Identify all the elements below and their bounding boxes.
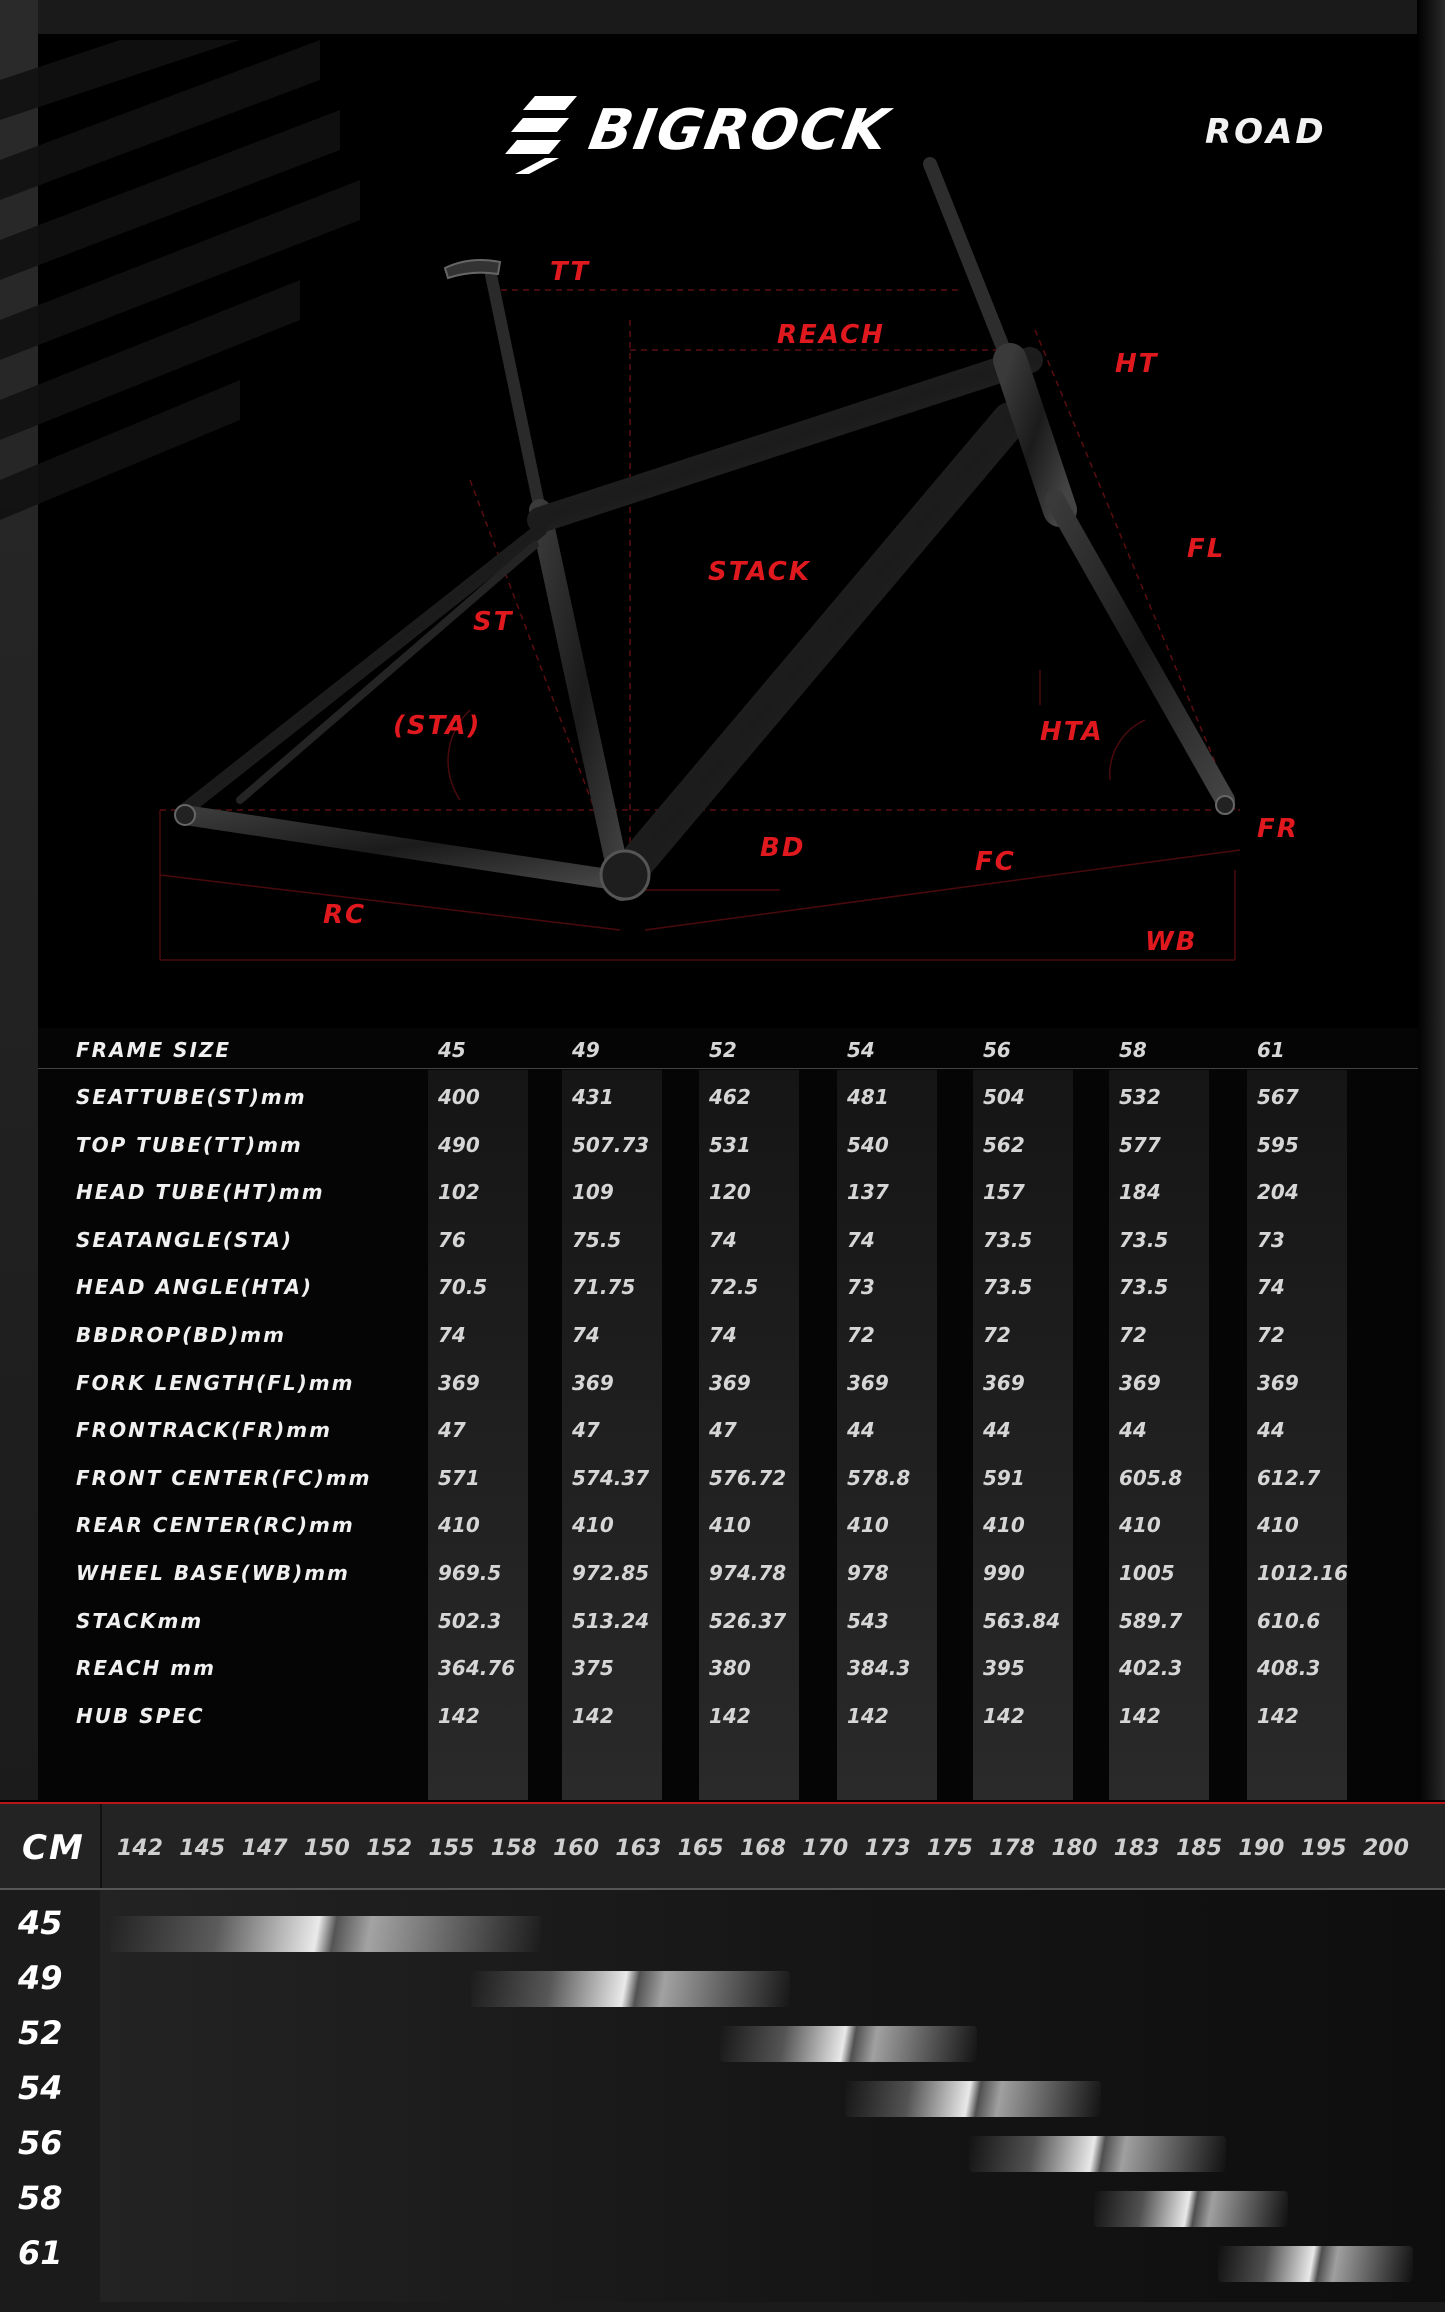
table-cell: 369 xyxy=(709,1370,751,1395)
table-cell: 73 xyxy=(1257,1227,1285,1252)
table-cell: 369 xyxy=(438,1370,480,1395)
height-tick: 160 xyxy=(553,1836,600,1861)
label-fl: FL xyxy=(1187,534,1226,564)
table-cell: 610.6 xyxy=(1257,1608,1321,1633)
table-cell: 72.5 xyxy=(709,1275,759,1300)
brand-name: BIGROCK xyxy=(584,98,895,163)
table-cell: 410 xyxy=(1257,1513,1299,1538)
table-cell: 507.73 xyxy=(572,1132,650,1157)
table-row xyxy=(38,1218,1418,1265)
table-cell: 364.76 xyxy=(438,1656,516,1681)
table-cell: 481 xyxy=(847,1085,889,1109)
table-cell: 72 xyxy=(847,1323,875,1347)
table-cell: 72 xyxy=(1257,1323,1285,1347)
table-cell: 562 xyxy=(983,1132,1025,1157)
height-tick: 178 xyxy=(989,1836,1036,1861)
table-cell: 969.5 xyxy=(438,1561,502,1585)
top-strip xyxy=(0,0,1445,34)
table-row xyxy=(38,1456,1418,1503)
height-tick: 158 xyxy=(490,1836,537,1861)
label-rc: RC xyxy=(323,900,367,930)
table-cell: 591 xyxy=(983,1465,1025,1490)
row-label: WHEEL BASE(WB)mm xyxy=(76,1561,350,1585)
table-cell: 109 xyxy=(572,1180,614,1205)
category-label: ROAD xyxy=(1205,112,1327,152)
size-label: 58 xyxy=(18,2179,63,2217)
table-cell: 369 xyxy=(1257,1370,1299,1395)
row-label: SEATANGLE(STA) xyxy=(76,1227,294,1252)
label-stack: STACK xyxy=(708,557,811,587)
table-cell: 576.72 xyxy=(709,1465,787,1490)
table-cell: 543 xyxy=(847,1608,889,1633)
table-row xyxy=(38,1361,1418,1408)
rear-dropout xyxy=(175,805,195,825)
table-cell: 47 xyxy=(572,1418,600,1443)
frame-size-label: FRAME SIZE xyxy=(76,1038,232,1062)
table-cell: 72 xyxy=(983,1323,1011,1347)
height-tick: 190 xyxy=(1238,1836,1285,1861)
table-cell: 978 xyxy=(847,1561,889,1585)
table-header-row xyxy=(38,1028,1418,1075)
size-row xyxy=(0,2008,1445,2063)
size-header: 56 xyxy=(983,1038,1011,1062)
label-st: ST xyxy=(473,607,514,637)
height-tick: 142 xyxy=(117,1836,163,1861)
table-cell: 540 xyxy=(847,1132,889,1157)
row-label: FRONTRACK(FR)mm xyxy=(76,1418,332,1443)
size-header: 52 xyxy=(709,1038,737,1062)
table-cell: 410 xyxy=(572,1513,614,1538)
table-cell: 577 xyxy=(1119,1132,1161,1157)
size-label: 56 xyxy=(18,2124,63,2162)
table-cell: 76 xyxy=(438,1227,466,1252)
geometry-table xyxy=(38,1028,1418,1800)
height-tick: 180 xyxy=(1051,1836,1098,1861)
table-cell: 974.78 xyxy=(709,1561,787,1585)
height-tick: 183 xyxy=(1113,1836,1160,1861)
bottom-bracket xyxy=(601,851,649,899)
table-cell: 380 xyxy=(709,1656,751,1681)
table-cell: 74 xyxy=(1257,1275,1285,1300)
size-range-bar xyxy=(720,2026,977,2062)
height-scale-header xyxy=(0,1804,1445,1888)
size-label: 52 xyxy=(18,2014,63,2052)
table-cell: 490 xyxy=(438,1132,480,1157)
table-cell: 410 xyxy=(709,1513,751,1538)
table-cell: 74 xyxy=(709,1323,737,1347)
height-tick: 147 xyxy=(241,1836,288,1861)
table-cell: 384.3 xyxy=(847,1656,911,1681)
height-tick: 163 xyxy=(615,1836,662,1861)
table-cell: 142 xyxy=(572,1703,614,1728)
row-label: FORK LENGTH(FL)mm xyxy=(76,1370,355,1395)
label-reach: REACH xyxy=(777,320,885,350)
table-cell: 531 xyxy=(709,1132,751,1157)
table-cell: 184 xyxy=(1119,1180,1161,1205)
table-cell: 47 xyxy=(438,1418,466,1443)
size-row xyxy=(0,2228,1445,2283)
table-cell: 73.5 xyxy=(1119,1275,1169,1300)
table-cell: 44 xyxy=(1257,1418,1285,1443)
unit-label: CM xyxy=(22,1828,85,1868)
table-cell: 369 xyxy=(1119,1370,1161,1395)
table-cell: 595 xyxy=(1257,1132,1299,1157)
table-row xyxy=(38,1123,1418,1170)
table-cell: 605.8 xyxy=(1119,1465,1183,1490)
row-label: HEAD ANGLE(HTA) xyxy=(76,1275,314,1300)
table-cell: 142 xyxy=(709,1703,751,1728)
table-cell: 563.84 xyxy=(983,1608,1061,1633)
table-cell: 526.37 xyxy=(709,1608,787,1633)
table-cell: 1012.16 xyxy=(1257,1561,1349,1585)
size-label: 45 xyxy=(18,1904,63,1942)
table-cell: 410 xyxy=(847,1513,889,1538)
table-cell: 574.37 xyxy=(572,1465,650,1490)
size-range-bar xyxy=(471,1971,790,2007)
size-header: 58 xyxy=(1119,1038,1147,1062)
table-cell: 578.8 xyxy=(847,1465,911,1490)
table-row xyxy=(38,1265,1418,1312)
table-cell: 142 xyxy=(983,1703,1025,1728)
label-sta: (STA) xyxy=(393,711,482,741)
table-cell: 74 xyxy=(572,1323,600,1347)
table-cell: 137 xyxy=(847,1180,889,1205)
size-range-bar xyxy=(969,2136,1226,2172)
table-cell: 504 xyxy=(983,1085,1025,1109)
row-label: HEAD TUBE(HT)mm xyxy=(76,1180,325,1205)
size-header: 61 xyxy=(1257,1038,1285,1062)
height-tick: 173 xyxy=(864,1836,911,1861)
table-cell: 72 xyxy=(1119,1323,1147,1347)
size-label: 54 xyxy=(18,2069,63,2107)
size-range-bar xyxy=(1218,2246,1413,2282)
height-tick: 145 xyxy=(179,1836,226,1861)
table-cell: 142 xyxy=(1119,1703,1161,1728)
size-label: 49 xyxy=(18,1959,63,1997)
label-hta: HTA xyxy=(1040,717,1104,747)
table-cell: 102 xyxy=(438,1180,480,1205)
table-cell: 462 xyxy=(709,1085,751,1109)
table-cell: 142 xyxy=(438,1703,480,1728)
table-cell: 74 xyxy=(709,1227,737,1252)
table-cell: 513.24 xyxy=(572,1608,650,1633)
table-cell: 44 xyxy=(1119,1418,1147,1443)
table-cell: 502.3 xyxy=(438,1608,502,1633)
table-cell: 431 xyxy=(572,1085,614,1109)
table-row xyxy=(38,1170,1418,1217)
label-wb: WB xyxy=(1145,927,1198,957)
table-row xyxy=(38,1408,1418,1455)
label-fr: FR xyxy=(1257,814,1299,844)
front-dropout xyxy=(1216,796,1234,814)
table-row xyxy=(38,1313,1418,1360)
table-cell: 157 xyxy=(983,1180,1025,1205)
table-cell: 369 xyxy=(572,1370,614,1395)
table-cell: 75.5 xyxy=(572,1227,622,1252)
table-cell: 972.85 xyxy=(572,1561,650,1585)
table-cell: 74 xyxy=(438,1323,466,1347)
table-cell: 571 xyxy=(438,1465,480,1490)
label-tt: TT xyxy=(550,257,591,287)
row-label: REAR CENTER(RC)mm xyxy=(76,1513,355,1538)
row-label: TOP TUBE(TT)mm xyxy=(76,1132,303,1157)
table-cell: 1005 xyxy=(1119,1561,1175,1585)
table-cell: 142 xyxy=(1257,1703,1299,1728)
height-tick: 168 xyxy=(740,1836,786,1861)
table-cell: 402.3 xyxy=(1119,1656,1183,1681)
row-label: SEATTUBE(ST)mm xyxy=(76,1085,307,1109)
table-row xyxy=(38,1075,1418,1122)
table-cell: 73.5 xyxy=(1119,1227,1169,1252)
table-cell: 47 xyxy=(709,1418,737,1443)
label-bd: BD xyxy=(760,833,806,863)
row-label: HUB SPEC xyxy=(76,1703,205,1728)
size-row xyxy=(0,2173,1445,2228)
table-cell: 73.5 xyxy=(983,1227,1033,1252)
size-range-bar xyxy=(845,2081,1102,2117)
table-cell: 204 xyxy=(1257,1180,1299,1205)
table-cell: 375 xyxy=(572,1656,614,1681)
size-row xyxy=(0,2063,1445,2118)
height-tick: 155 xyxy=(428,1836,475,1861)
frame-geometry-diagram xyxy=(0,150,1445,980)
table-cell: 990 xyxy=(983,1561,1025,1585)
row-label: BBDROP(BD)mm xyxy=(76,1323,286,1347)
table-cell: 410 xyxy=(983,1513,1025,1538)
table-cell: 142 xyxy=(847,1703,889,1728)
height-tick: 150 xyxy=(303,1836,350,1861)
row-label: FRONT CENTER(FC)mm xyxy=(76,1465,372,1490)
height-tick: 170 xyxy=(802,1836,849,1861)
height-tick: 195 xyxy=(1300,1836,1347,1861)
table-cell: 567 xyxy=(1257,1085,1299,1109)
size-range-bar xyxy=(1094,2191,1289,2227)
height-tick: 185 xyxy=(1176,1836,1223,1861)
size-row xyxy=(0,1953,1445,2008)
table-cell: 44 xyxy=(847,1418,875,1443)
size-header: 54 xyxy=(847,1038,875,1062)
table-cell: 612.7 xyxy=(1257,1465,1321,1490)
table-cell: 44 xyxy=(983,1418,1011,1443)
table-cell: 410 xyxy=(438,1513,480,1538)
height-tick: 175 xyxy=(926,1836,973,1861)
table-row xyxy=(38,1599,1418,1646)
height-tick: 200 xyxy=(1363,1836,1409,1861)
size-label: 61 xyxy=(18,2234,63,2272)
label-fc: FC xyxy=(975,847,1016,877)
size-header: 49 xyxy=(572,1038,600,1062)
size-range-bar xyxy=(110,1916,541,1952)
table-row xyxy=(38,1646,1418,1693)
rider-height-chart xyxy=(0,1804,1445,2312)
height-tick: 165 xyxy=(677,1836,724,1861)
height-tick: 152 xyxy=(366,1836,413,1861)
table-cell: 369 xyxy=(983,1370,1025,1395)
table-row xyxy=(38,1694,1418,1741)
row-label: STACKmm xyxy=(76,1608,204,1633)
table-cell: 369 xyxy=(847,1370,889,1395)
size-header: 45 xyxy=(438,1038,466,1062)
row-label: REACH mm xyxy=(76,1656,216,1681)
table-cell: 120 xyxy=(709,1180,751,1205)
table-row xyxy=(38,1503,1418,1550)
table-cell: 73 xyxy=(847,1275,875,1300)
table-cell: 532 xyxy=(1119,1085,1161,1109)
table-cell: 400 xyxy=(438,1085,480,1109)
table-cell: 410 xyxy=(1119,1513,1161,1538)
unit-divider xyxy=(100,1804,102,1888)
size-row xyxy=(0,2118,1445,2173)
table-row xyxy=(38,1551,1418,1598)
size-row xyxy=(0,1898,1445,1953)
table-cell: 408.3 xyxy=(1257,1656,1321,1681)
table-cell: 70.5 xyxy=(438,1275,488,1300)
table-cell: 74 xyxy=(847,1227,875,1252)
label-ht: HT xyxy=(1115,349,1159,379)
table-cell: 71.75 xyxy=(572,1275,636,1300)
table-cell: 589.7 xyxy=(1119,1608,1183,1633)
table-cell: 73.5 xyxy=(983,1275,1033,1300)
table-cell: 395 xyxy=(983,1656,1025,1681)
